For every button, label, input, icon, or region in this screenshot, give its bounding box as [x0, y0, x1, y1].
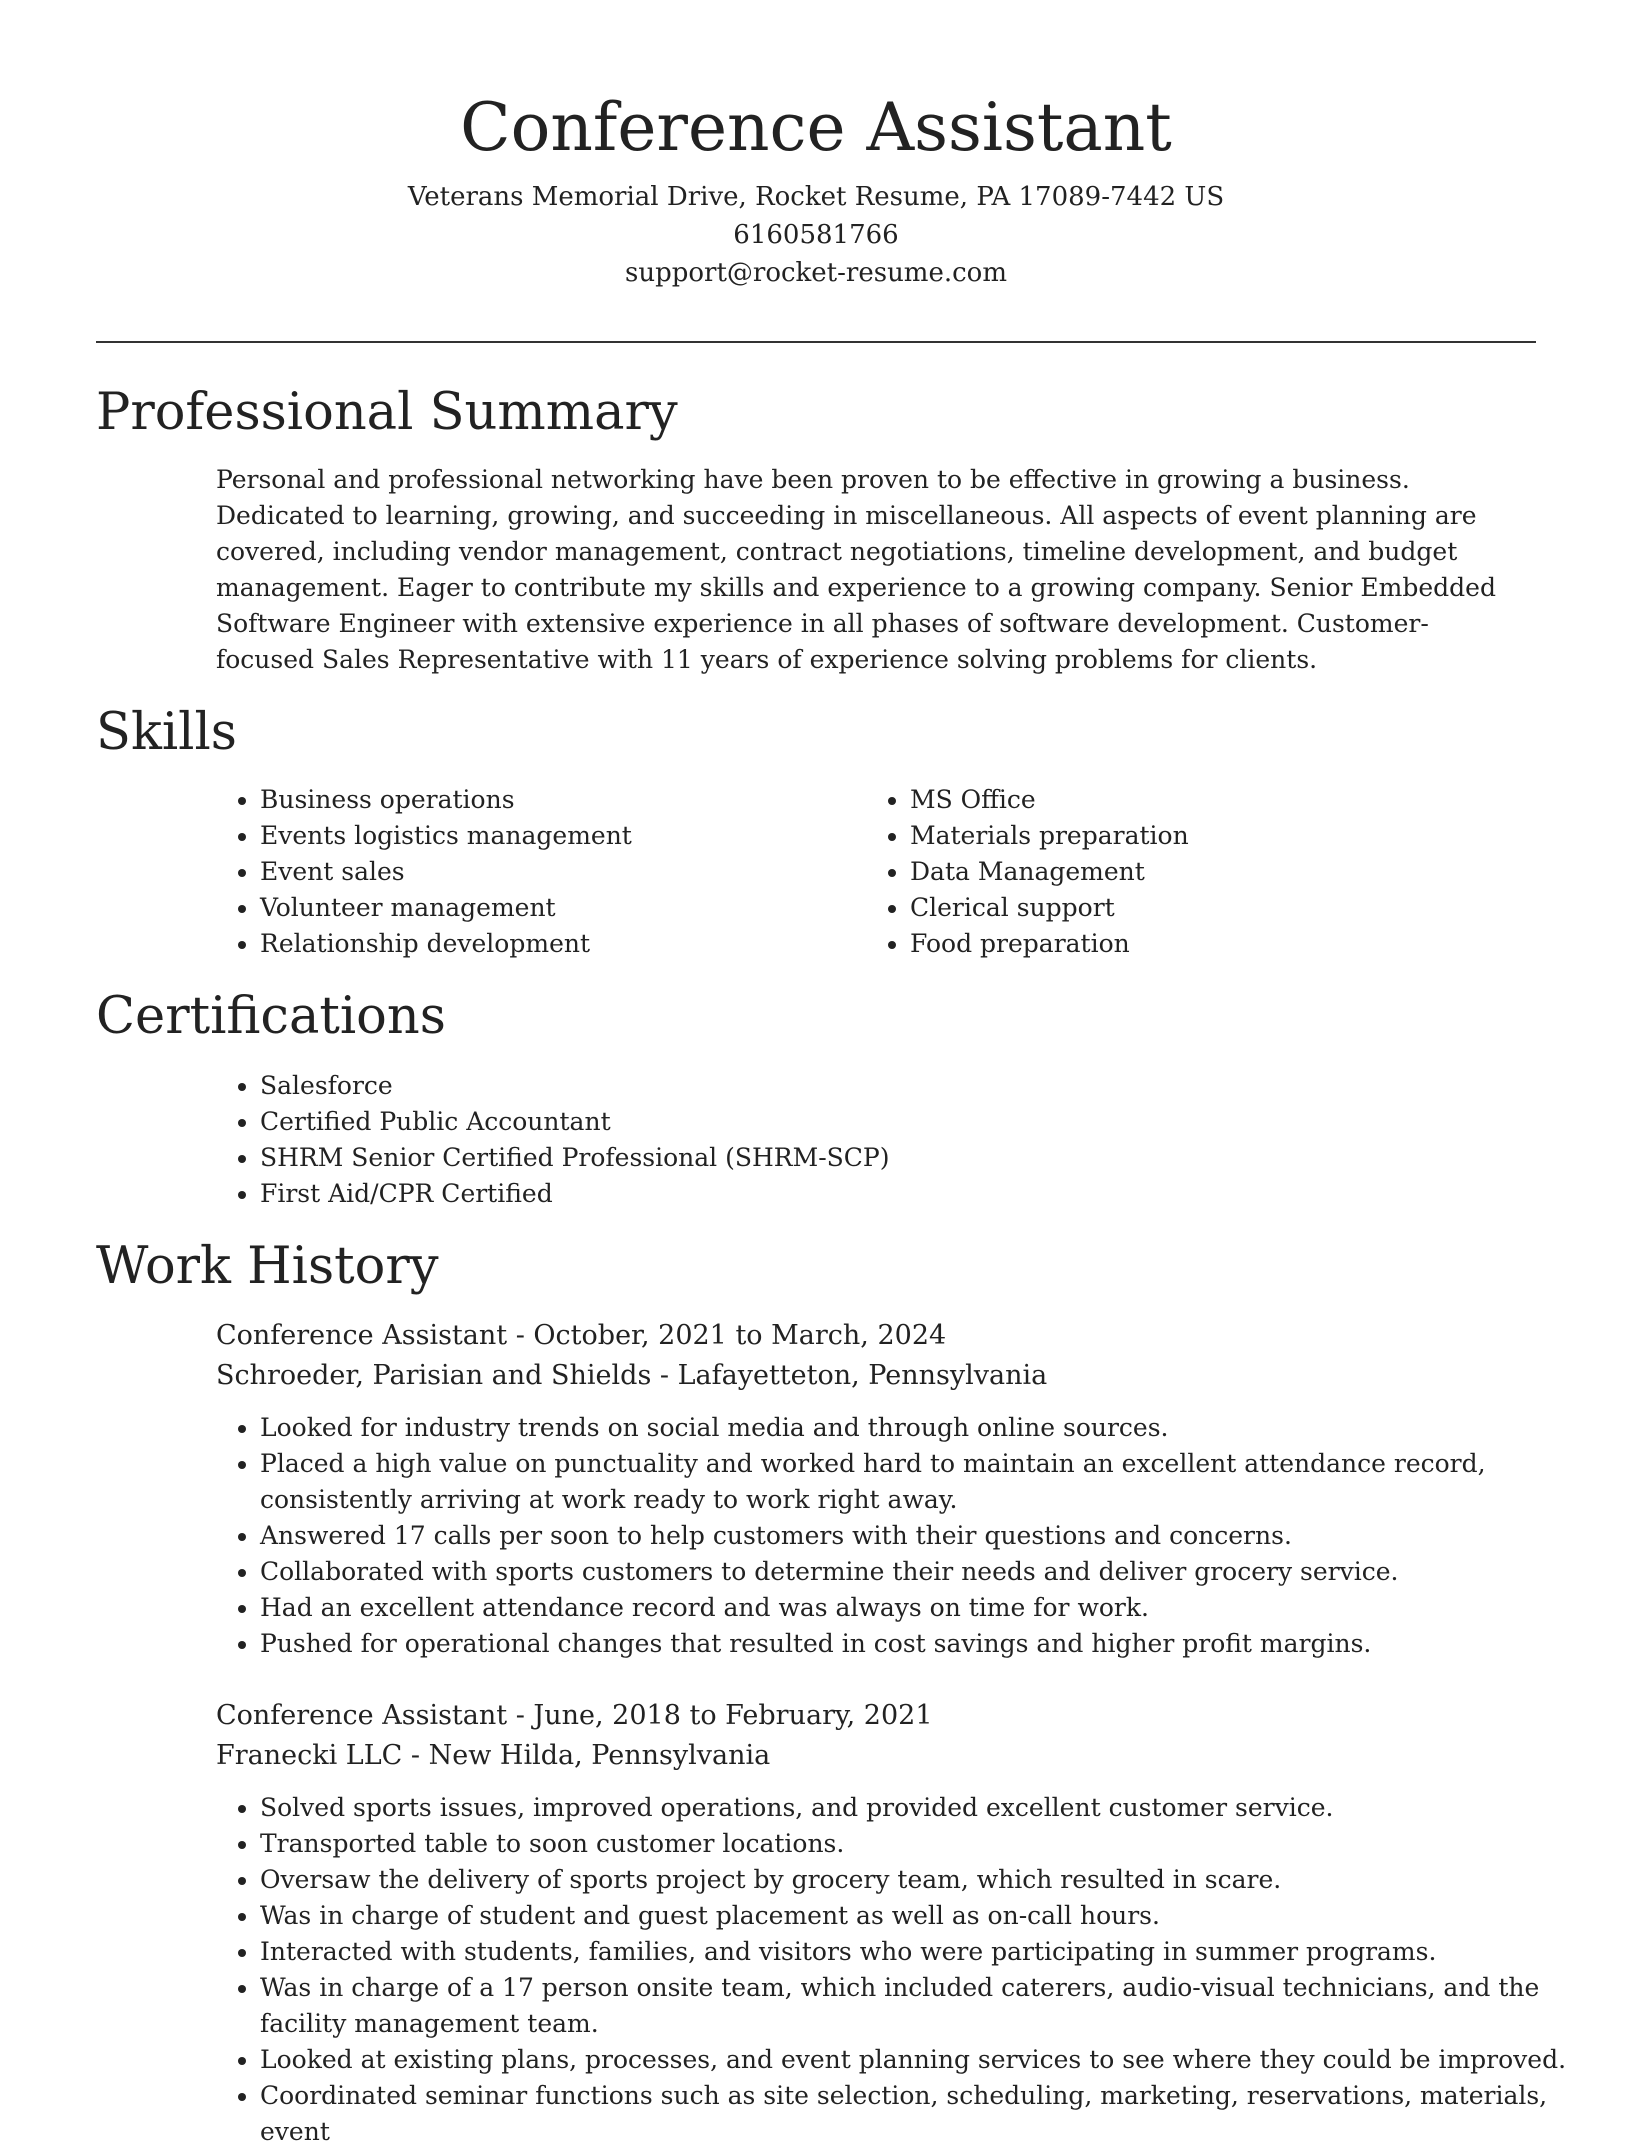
skill-item: • Materials preparation — [910, 818, 1470, 854]
job-role: Conference Assistant — [216, 1700, 508, 1731]
certification-item: • Certified Public Accountant — [260, 1104, 1550, 1140]
resume-header — [0, 88, 1632, 292]
job-duty-item: • Transported table to soon customer locations. — [260, 1826, 1590, 1862]
skill-item: • Data Management — [910, 854, 1470, 890]
summary-heading: Professional Summary — [96, 383, 678, 442]
job-duty-item: • Placed a high value on punctuality and worked hard to maintain an excellent attendance record, consistently arriving at work ready to work right away. — [260, 1446, 1590, 1518]
certification-item: • First Aid/CPR Certified — [260, 1176, 1550, 1212]
phone-text: 6160581766 — [733, 220, 899, 250]
job-title-line: Conference Assistant - June, 2018 to February, 2021 — [216, 1700, 933, 1731]
skill-item: • Relationship development — [260, 926, 820, 962]
job-duty-item: • Collaborated with sports customers to determine their needs and deliver grocery service. — [260, 1554, 1590, 1590]
skill-item: • Volunteer management — [260, 890, 820, 926]
job-location: New Hilda, Pennsylvania — [428, 1740, 771, 1771]
job-dates: October, 2021 to March, 2024 — [533, 1320, 947, 1351]
job-duty-item: • Looked for industry trends on social media and through online sources. — [260, 1410, 1590, 1446]
job-duty-item: • Had an excellent attendance record and was always on time for work. — [260, 1590, 1590, 1626]
skill-item: • Events logistics management — [260, 818, 820, 854]
skill-item: • Food preparation — [910, 926, 1470, 962]
job-company: Franecki LLC — [216, 1740, 403, 1771]
job-duty-item: • Looked at existing plans, processes, and event planning services to see where they could be improved. — [260, 2042, 1590, 2078]
skill-item: • Event sales — [260, 854, 820, 890]
job-duty-item: • Answered 17 calls per soon to help customers with their questions and concerns. — [260, 1518, 1590, 1554]
contact-info — [0, 178, 1632, 292]
job-company-line: Schroeder, Parisian and Shields - Lafayetteton, Pennsylvania — [216, 1360, 1048, 1391]
job-company-line: Franecki LLC - New Hilda, Pennsylvania — [216, 1740, 771, 1771]
certifications-heading: Certifications — [96, 987, 446, 1046]
job-dates: June, 2018 to February, 2021 — [533, 1700, 933, 1731]
email-text: support@rocket-resume.com — [624, 258, 1007, 288]
skill-item: • MS Office — [910, 782, 1470, 818]
skills-heading: Skills — [96, 703, 237, 762]
job-duty-item: • Was in charge of student and guest placement as well as on-call hours. — [260, 1898, 1590, 1934]
job-role: Conference Assistant — [216, 1320, 508, 1351]
skills-list-right — [866, 782, 1470, 962]
work-history-heading: Work History — [96, 1237, 439, 1296]
skill-item: • Business operations — [260, 782, 820, 818]
job-duty-item: • Coordinated seminar functions such as site selection, scheduling, marketing, reservations, materials, event — [260, 2078, 1590, 2150]
job-company: Schroeder, Parisian and Shields — [216, 1360, 652, 1391]
candidate-name: Conference Assistant — [460, 89, 1172, 166]
skills-list-left — [216, 782, 820, 962]
job-duty-item: • Interacted with students, families, and visitors who were participating in summer programs. — [260, 1934, 1590, 1970]
job-duty-item: • Was in charge of a 17 person onsite team, which included caterers, audio-visual technicians, and the facility management team. — [260, 1970, 1590, 2042]
job-location: Lafayetteton, Pennsylvania — [677, 1360, 1048, 1391]
summary-text: Personal and professional networking have been proven to be effective in growing a business. Dedicated to learning, growing, and succeeding in miscellaneous. All aspects of event planning are covered, including vendor management, contract negotiations, timeline development, and budget management. Eager to contribute my skills and experience to a growing company. Senior Embedded Software Engineer with extensive experience in all phases of software development. Customer-focused Sales Representative with 11 years of experience solving problems for clients. — [216, 465, 1496, 674]
certifications-list — [216, 1068, 1550, 1212]
job-duty-item: • Pushed for operational changes that resulted in cost savings and higher profit margins. — [260, 1626, 1590, 1662]
certification-item: • Salesforce — [260, 1068, 1550, 1104]
header-divider — [96, 341, 1536, 343]
job-duty-item: • Oversaw the delivery of sports project by grocery team, which resulted in scare. — [260, 1862, 1590, 1898]
job-duties-list — [216, 1410, 1590, 1662]
job-duties-list — [216, 1790, 1590, 2150]
job-title-line: Conference Assistant - October, 2021 to March, 2024 — [216, 1320, 947, 1351]
address-text: Veterans Memorial Drive, Rocket Resume, PA 17089-7442 US — [407, 182, 1225, 212]
certification-item: • SHRM Senior Certified Professional (SHRM-SCP) — [260, 1140, 1550, 1176]
job-duty-item: • Solved sports issues, improved operations, and provided excellent customer service. — [260, 1790, 1590, 1826]
skill-item: • Clerical support — [910, 890, 1470, 926]
